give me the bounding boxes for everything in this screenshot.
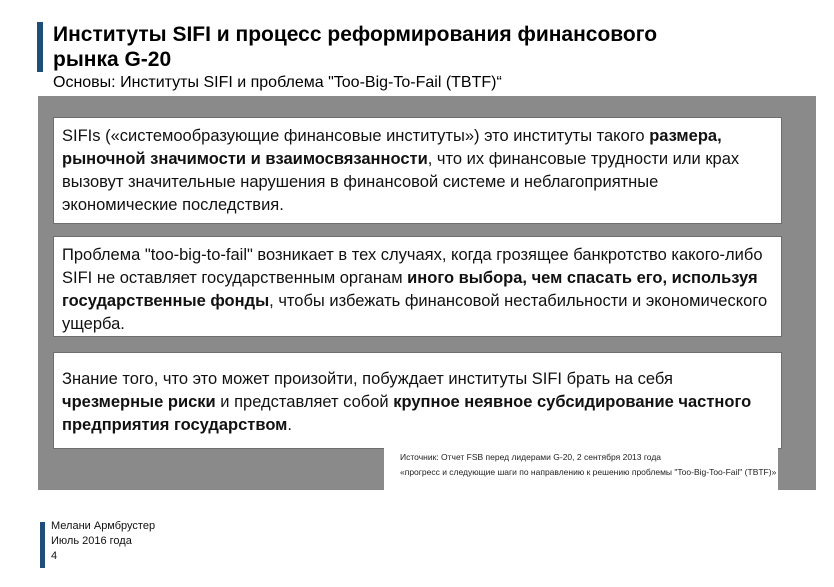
page-number: 4: [51, 550, 58, 562]
box1-text-end: , что их финансовые трудности или крах вызовут значительные нарушения в финансовой системе и неблагоприятные экономические последствия.: [62, 150, 740, 214]
source-line-2: «прогресс и следующие шаги по направлению к решению проблемы "Too-Big-Too-Fail" (TBTF)»: [400, 467, 777, 477]
title-line-2: рынка G-20: [53, 48, 172, 71]
source-line-1: Источник: Отчет FSB перед лидерами G-20, 2 сентября 2013 года: [400, 452, 662, 462]
source-note: [384, 446, 778, 492]
box3-bold-2: крупное неявное субсидирование частного предприятия государством: [62, 393, 752, 434]
box2-text-end: , чтобы избежать финансовой нестабильности и экономического ущерба.: [62, 292, 768, 333]
moral-hazard-box: [53, 352, 782, 449]
tbtf-problem-box: [53, 236, 782, 337]
footer: [51, 519, 155, 564]
box3-bold-1: чрезмерные риски: [62, 393, 216, 411]
box2-text: Проблема "too-big-to-fail" возникает в тех случаях, когда грозящее банкротство какого-либо SIFI не оставляет государственным органам: [62, 246, 763, 287]
title-line-1: Институты SIFI и процесс реформирования финансового: [53, 23, 658, 46]
sifi-definition-box: [53, 117, 782, 224]
box1-bold: размера, рыночной значимости и взаимосвязанности: [62, 127, 722, 168]
box3-text-mid: и представляет собой: [215, 393, 394, 411]
box1-text: SIFIs («системообразующие финансовые институты») это институты такого: [62, 127, 650, 145]
footer-date: Июль 2016 года: [51, 535, 132, 547]
page-subtitle: Основы: Институты SIFI и проблема "Too-Big-To-Fail (TBTF)“: [53, 74, 502, 91]
box3-text-end: .: [287, 416, 292, 434]
page-title: [53, 22, 813, 72]
box3-text: Знание того, что это может произойти, побуждает институты SIFI брать на себя: [62, 370, 673, 388]
box2-bold: иного выбора, чем спасать его, используя государственные фонды: [62, 269, 758, 310]
footer-accent-bar: [40, 522, 45, 568]
title-accent-bar: [37, 22, 43, 72]
footer-author: Мелани Армбрустер: [51, 520, 156, 532]
